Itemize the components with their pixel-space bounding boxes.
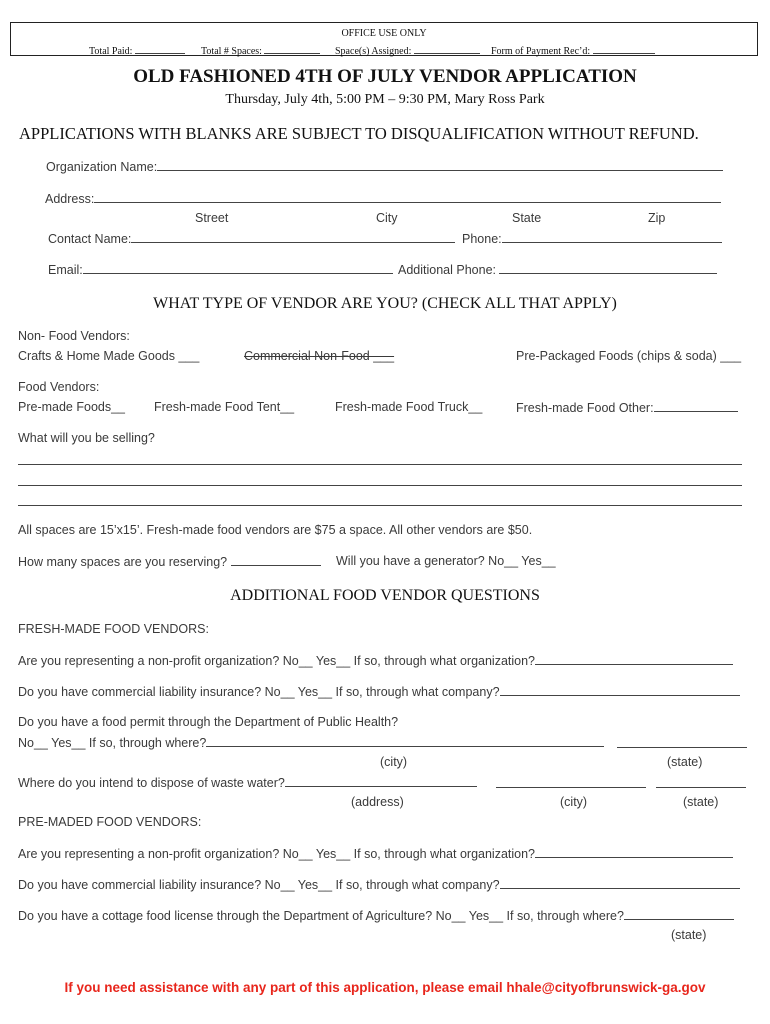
food-permit-question: Do you have a food permit through the Department of Public Health? bbox=[18, 715, 399, 729]
total-paid-field[interactable] bbox=[89, 42, 185, 57]
cottage-license-field[interactable] bbox=[18, 908, 734, 923]
food-permit-where-field[interactable] bbox=[18, 735, 604, 750]
pre-made-foods-option[interactable]: Pre-made Foods__ bbox=[18, 400, 126, 414]
organization-name-field[interactable] bbox=[46, 159, 723, 174]
vendor-type-heading: WHAT TYPE OF VENDOR ARE YOU? (CHECK ALL THAT APPLY) bbox=[153, 295, 617, 312]
cottage-state-caption: (state) bbox=[671, 928, 707, 942]
phone-label: Phone: bbox=[462, 232, 502, 246]
phone-field[interactable] bbox=[462, 231, 722, 246]
fresh-nonprofit-field[interactable] bbox=[18, 653, 733, 668]
permit-city-caption: (city) bbox=[380, 755, 408, 769]
premade-insurance-field[interactable] bbox=[18, 877, 740, 892]
premade-nonprofit-field[interactable] bbox=[18, 846, 733, 861]
premade-nonprofit-label: Are you representing a non-profit organization? No__ Yes__ If so, through what organization? bbox=[18, 847, 536, 861]
fresh-made-tent-option[interactable]: Fresh-made Food Tent__ bbox=[154, 400, 295, 414]
assistance-email-note: If you need assistance with any part of this application, please email hhale@cityofbrunswick-ga.gov bbox=[64, 980, 706, 995]
disqualification-warning: APPLICATIONS WITH BLANKS ARE SUBJECT TO DISQUALIFICATION WITHOUT REFUND. bbox=[19, 124, 699, 143]
waste-water-state-line[interactable] bbox=[656, 787, 746, 788]
office-use-title: OFFICE USE ONLY bbox=[341, 28, 427, 39]
fresh-insurance-label: Do you have commercial liability insurance? No__ Yes__ If so, through what company? bbox=[18, 685, 500, 699]
city-caption: City bbox=[376, 211, 398, 225]
office-use-box bbox=[10, 22, 758, 56]
form-payment-label: Form of Payment Rec’d: bbox=[491, 46, 591, 57]
pre-packaged-option[interactable]: Pre-Packaged Foods (chips & soda) ___ bbox=[516, 349, 742, 363]
fresh-made-other-field[interactable] bbox=[516, 400, 738, 415]
page-title: OLD FASHIONED 4TH OF JULY VENDOR APPLICATION bbox=[133, 66, 637, 87]
spaces-assigned-field[interactable] bbox=[335, 42, 480, 57]
waste-address-caption: (address) bbox=[351, 795, 404, 809]
permit-state-caption: (state) bbox=[667, 755, 703, 769]
fresh-insurance-field[interactable] bbox=[18, 684, 740, 699]
selling-answer-line-2[interactable] bbox=[18, 485, 742, 486]
additional-phone-label: Additional Phone: bbox=[398, 263, 496, 277]
state-caption: State bbox=[512, 211, 542, 225]
fresh-nonprofit-label: Are you representing a non-profit organization? No__ Yes__ If so, through what organization? bbox=[18, 654, 536, 668]
spaces-reserving-label: How many spaces are you reserving? bbox=[18, 555, 228, 569]
commercial-non-food-option[interactable]: Commercial Non-Food ___ bbox=[244, 349, 395, 363]
waste-water-label: Where do you intend to dispose of waste water? bbox=[18, 776, 285, 790]
total-spaces-label: Total # Spaces: bbox=[201, 46, 262, 57]
street-caption: Street bbox=[195, 211, 229, 225]
selling-question: What will you be selling? bbox=[18, 431, 155, 445]
waste-state-caption: (state) bbox=[683, 795, 719, 809]
contact-name-field[interactable] bbox=[48, 231, 455, 246]
contact-name-label: Contact Name: bbox=[48, 232, 132, 246]
waste-city-caption: (city) bbox=[560, 795, 588, 809]
total-paid-label: Total Paid: bbox=[89, 46, 133, 57]
food-questions-heading: ADDITIONAL FOOD VENDOR QUESTIONS bbox=[230, 587, 540, 604]
total-spaces-field[interactable] bbox=[201, 42, 320, 57]
fresh-made-vendors-label: FRESH-MADE FOOD VENDORS: bbox=[18, 622, 209, 636]
waste-water-field[interactable] bbox=[18, 775, 477, 790]
food-permit-where-label: No__ Yes__ If so, through where? bbox=[18, 736, 207, 750]
email-field[interactable] bbox=[48, 262, 393, 277]
premade-insurance-label: Do you have commercial liability insurance? No__ Yes__ If so, through what company? bbox=[18, 878, 500, 892]
spaces-reserving-field[interactable] bbox=[18, 554, 321, 569]
fresh-made-truck-option[interactable]: Fresh-made Food Truck__ bbox=[335, 400, 483, 414]
food-permit-state-line[interactable] bbox=[617, 747, 747, 748]
address-field[interactable] bbox=[45, 191, 721, 206]
zip-caption: Zip bbox=[648, 211, 666, 225]
non-food-vendors-label: Non- Food Vendors: bbox=[18, 329, 130, 343]
cottage-license-label: Do you have a cottage food license through the Department of Agriculture? No__ Yes__ If so, through where? bbox=[18, 909, 624, 923]
selling-answer-line-3[interactable] bbox=[18, 505, 742, 506]
generator-question[interactable]: Will you have a generator? No__ Yes__ bbox=[336, 554, 556, 568]
food-vendors-label: Food Vendors: bbox=[18, 380, 100, 394]
crafts-option[interactable]: Crafts & Home Made Goods ___ bbox=[18, 349, 200, 363]
form-payment-field[interactable] bbox=[491, 42, 655, 57]
fresh-made-other-label: Fresh-made Food Other: bbox=[516, 401, 654, 415]
space-pricing-info: All spaces are 15’x15’. Fresh-made food vendors are $75 a space. All other vendors are $50. bbox=[18, 523, 533, 537]
event-subtitle: Thursday, July 4th, 5:00 PM – 9:30 PM, Mary Ross Park bbox=[225, 92, 545, 107]
additional-phone-field[interactable] bbox=[398, 262, 717, 277]
address-label: Address: bbox=[45, 192, 95, 206]
selling-answer-line-1[interactable] bbox=[18, 464, 742, 465]
pre-maded-vendors-label: PRE-MADED FOOD VENDORS: bbox=[18, 815, 202, 829]
spaces-assigned-label: Space(s) Assigned: bbox=[335, 46, 412, 57]
waste-water-city-line[interactable] bbox=[496, 787, 646, 788]
email-label: Email: bbox=[48, 263, 83, 277]
organization-name-label: Organization Name: bbox=[46, 160, 158, 174]
